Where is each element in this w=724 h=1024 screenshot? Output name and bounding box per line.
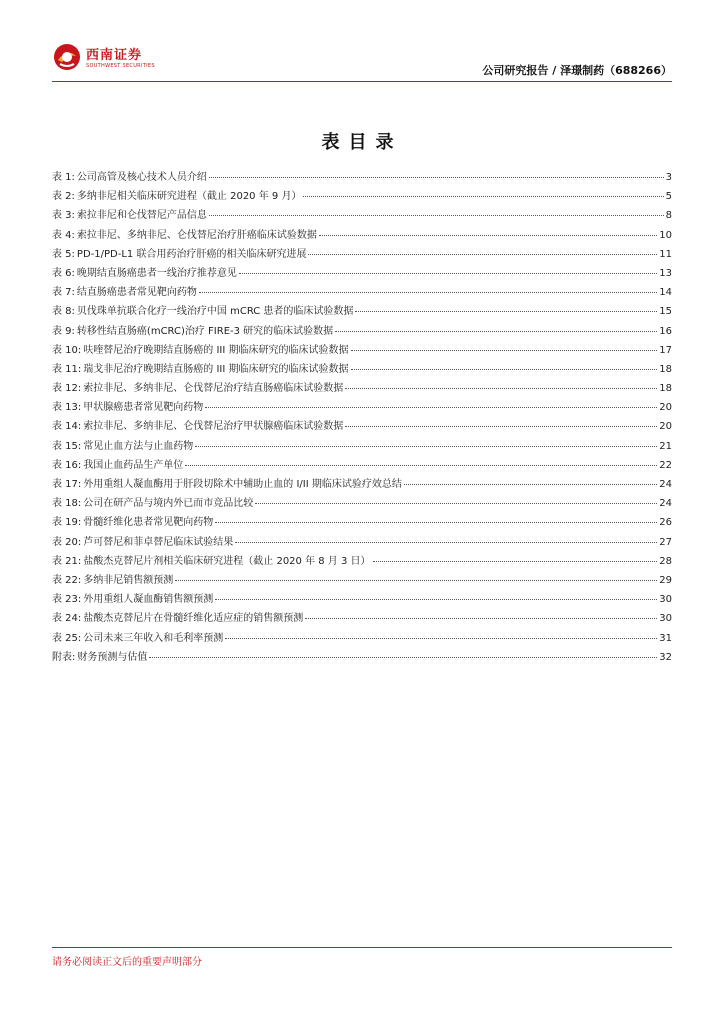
toc-entry-label: 表 4: (52, 229, 75, 241)
toc-entry[interactable] (52, 206, 672, 225)
toc-entry-page[interactable]: 31 (659, 632, 672, 644)
toc-entry-title[interactable]: 索拉非尼和仑伐替尼产品信息 (76, 210, 207, 222)
toc-leader-dots (149, 657, 657, 658)
toc-entry-page[interactable]: 32 (659, 651, 672, 663)
toc-entry[interactable] (52, 322, 672, 341)
southwest-securities-logo-icon (52, 42, 82, 72)
toc-entry[interactable] (52, 398, 672, 417)
toc-entry[interactable] (52, 533, 672, 552)
toc-leader-dots (351, 369, 658, 370)
report-info: 公司研究报告 / 泽璟制药（688266） (482, 64, 672, 77)
toc-entry-label: 表 9: (52, 325, 75, 337)
toc-entry[interactable] (52, 513, 672, 532)
toc-entry-title[interactable]: 贝伐珠单抗联合化疗一线治疗中国 mCRC 患者的临床试验数据 (76, 306, 354, 318)
toc-leader-dots (215, 522, 657, 523)
toc-entry[interactable] (52, 571, 672, 590)
toc-leader-dots (303, 196, 663, 197)
toc-entry-page[interactable]: 16 (659, 325, 672, 337)
toc-entry-title[interactable]: 呋喹替尼治疗晚期结直肠癌的 III 期临床研究的临床试验数据 (83, 344, 349, 356)
toc-entry-page[interactable]: 28 (659, 555, 672, 567)
toc-entry[interactable] (52, 590, 672, 609)
toc-entry[interactable] (52, 302, 672, 321)
toc-entry-page[interactable]: 20 (659, 402, 672, 414)
toc-leader-dots (319, 235, 657, 236)
toc-entry-title[interactable]: 结直肠癌患者常见靶向药物 (76, 287, 197, 299)
toc-entry-label: 表 24: (52, 613, 82, 625)
toc-entry-label: 表 25: (52, 632, 82, 644)
toc-leader-dots (305, 618, 657, 619)
toc-entry[interactable] (52, 283, 672, 302)
toc-entry-title[interactable]: 外用重组人凝血酶用于肝段切除术中辅助止血的 I/II 期临床试验疗效总结 (83, 479, 402, 490)
toc-entry-page[interactable]: 13 (659, 267, 672, 279)
toc-entry-label: 附表: (52, 651, 76, 663)
toc-entry-title[interactable]: 多纳非尼销售额预测 (83, 574, 174, 586)
toc-leader-dots (373, 561, 658, 562)
toc-entry-title[interactable]: 盐酸杰克替尼片剂相关临床研究进程（截止 2020 年 8 月 3 日） (83, 555, 371, 567)
toc-entry-label: 表 15: (52, 440, 82, 452)
logo-text: 西南证券 (86, 48, 143, 63)
toc-leader-dots (308, 254, 657, 255)
toc-leader-dots (185, 465, 657, 466)
toc-entry-label: 表 11: (52, 363, 82, 375)
toc-leader-dots (209, 177, 664, 178)
toc-entry-label: 表 1: (52, 172, 75, 183)
toc-entry-page[interactable]: 11 (659, 248, 672, 260)
table-of-tables (52, 168, 672, 667)
toc-entry-label: 表 17: (52, 479, 82, 490)
toc-entry-label: 表 18: (52, 498, 82, 510)
toc-leader-dots (239, 273, 657, 274)
toc-leader-dots (335, 331, 657, 332)
toc-entry-title[interactable]: 我国止血药品生产单位 (83, 459, 184, 471)
toc-entry[interactable] (52, 609, 672, 628)
toc-leader-dots (199, 292, 657, 293)
toc-entry-title[interactable]: 骨髓纤维化患者常见靶向药物 (83, 517, 214, 529)
toc-entry-page[interactable]: 5 (665, 191, 672, 203)
toc-entry-title[interactable]: 芦可替尼和菲卓替尼临床试验结果 (83, 536, 234, 548)
toc-entry-title[interactable]: 转移性结直肠癌(mCRC)治疗 FIRE-3 研究的临床试验数据 (76, 325, 334, 337)
toc-entry-title[interactable]: 瑞戈非尼治疗晚期结直肠癌的 III 期临床研究的临床试验数据 (83, 363, 349, 375)
toc-entry-page[interactable]: 26 (659, 517, 672, 529)
toc-entry-title[interactable]: 索拉非尼、多纳非尼、仑伐替尼治疗甲状腺癌临床试验数据 (83, 421, 344, 433)
toc-entry[interactable] (52, 168, 672, 187)
toc-entry[interactable] (52, 226, 672, 245)
toc-leader-dots (215, 599, 657, 600)
toc-entry[interactable] (52, 552, 672, 571)
toc-entry-page[interactable]: 18 (659, 363, 672, 375)
toc-entry-title[interactable]: 公司在研产品与境内外已而市竞品比较 (83, 498, 254, 510)
toc-leader-dots (355, 311, 657, 312)
toc-entry[interactable] (52, 475, 672, 494)
toc-leader-dots (209, 215, 664, 216)
toc-entry-page[interactable]: 17 (659, 344, 672, 356)
toc-entry-label: 表 19: (52, 517, 82, 529)
toc-entry-label: 表 20: (52, 536, 82, 548)
toc-leader-dots (225, 638, 657, 639)
toc-leader-dots (345, 426, 657, 427)
toc-leader-dots (175, 580, 657, 581)
toc-entry[interactable] (52, 360, 672, 379)
toc-entry-title[interactable]: 甲状腺癌患者常见靶向药物 (83, 402, 204, 414)
toc-entry-page[interactable]: 8 (665, 210, 672, 222)
toc-leader-dots (255, 503, 657, 504)
toc-leader-dots (404, 484, 657, 485)
toc-entry-label: 表 6: (52, 267, 75, 279)
toc-entry-title[interactable]: 索拉非尼、多纳非尼、仑伐替尼治疗结直肠癌临床试验数据 (83, 383, 344, 395)
toc-entry-label: 表 12: (52, 383, 82, 395)
toc-entry-title[interactable]: 公司未来三年收入和毛利率预测 (83, 632, 224, 644)
toc-entry-title[interactable]: 公司高管及核心技术人员介绍 (76, 172, 207, 183)
page-title: 表目录 (321, 132, 403, 153)
toc-entry[interactable] (52, 187, 672, 206)
page-header (52, 40, 672, 84)
toc-entry-label: 表 16: (52, 459, 82, 471)
toc-entry[interactable] (52, 456, 672, 475)
toc-entry-page[interactable]: 30 (659, 594, 672, 606)
toc-entry-title[interactable]: 盐酸杰克替尼片在骨髓纤维化适应症的销售额预测 (83, 613, 304, 625)
toc-entry[interactable] (52, 648, 672, 667)
toc-entry-label: 表 5: (52, 248, 75, 260)
toc-entry-title[interactable]: 晚期结直肠癌患者一线治疗推荐意见 (76, 267, 237, 279)
toc-entry-page[interactable]: 10 (659, 229, 672, 241)
toc-entry-label: 表 10: (52, 344, 82, 356)
toc-entry-label: 表 2: (52, 191, 75, 203)
toc-entry-title[interactable]: 多纳非尼相关临床研究进程（截止 2020 年 9 月） (76, 191, 302, 203)
toc-entry-title[interactable]: 财务预测与估值 (77, 651, 148, 663)
toc-entry-page[interactable]: 3 (665, 172, 672, 183)
toc-entry[interactable] (52, 437, 672, 456)
toc-entry[interactable] (52, 494, 672, 513)
toc-entry-page[interactable]: 15 (659, 306, 672, 318)
toc-entry-page[interactable]: 24 (659, 498, 672, 510)
toc-leader-dots (235, 542, 657, 543)
logo-subtext: SOUTHWEST SECURITIES (86, 63, 155, 69)
header-divider (52, 81, 672, 82)
toc-leader-dots (195, 446, 657, 447)
toc-entry-label: 表 3: (52, 210, 75, 222)
toc-entry[interactable] (52, 341, 672, 360)
toc-entry-page[interactable]: 14 (659, 287, 672, 299)
toc-entry-page[interactable]: 27 (659, 536, 672, 548)
toc-entry-page[interactable]: 21 (659, 440, 672, 452)
toc-entry-label: 表 8: (52, 306, 75, 318)
toc-entry[interactable] (52, 245, 672, 264)
toc-leader-dots (205, 407, 657, 408)
toc-entry-label: 表 13: (52, 402, 82, 414)
toc-entry-label: 表 14: (52, 421, 82, 433)
toc-entry-page[interactable]: 18 (659, 383, 672, 395)
toc-entry[interactable] (52, 629, 672, 648)
toc-entry-label: 表 21: (52, 555, 82, 567)
toc-entry-page[interactable]: 24 (659, 479, 672, 490)
footer-notice: 请务必阅读正文后的重要声明部分 (52, 957, 202, 968)
toc-entry-title[interactable]: 外用重组人凝血酶销售额预测 (83, 594, 214, 606)
toc-entry-title[interactable]: PD-1/PD-L1 联合用药治疗肝癌的相关临床研究进展 (76, 248, 307, 260)
toc-entry-label: 表 22: (52, 574, 82, 586)
brand-logo (52, 42, 192, 76)
toc-entry-title[interactable]: 常见止血方法与止血药物 (83, 440, 194, 452)
toc-entry[interactable] (52, 379, 672, 398)
toc-entry-page[interactable]: 20 (659, 421, 672, 433)
toc-leader-dots (345, 388, 657, 389)
toc-entry[interactable] (52, 417, 672, 436)
toc-entry-page[interactable]: 30 (659, 613, 672, 625)
toc-entry-title[interactable]: 索拉非尼、多纳非尼、仑伐替尼治疗肝癌临床试验数据 (76, 229, 317, 241)
footer-divider (52, 947, 672, 948)
toc-entry-label: 表 7: (52, 287, 75, 299)
toc-entry-label: 表 23: (52, 594, 82, 606)
toc-leader-dots (351, 350, 658, 351)
toc-entry-page[interactable]: 22 (659, 459, 672, 471)
toc-entry-page[interactable]: 29 (659, 574, 672, 586)
toc-entry[interactable] (52, 264, 672, 283)
